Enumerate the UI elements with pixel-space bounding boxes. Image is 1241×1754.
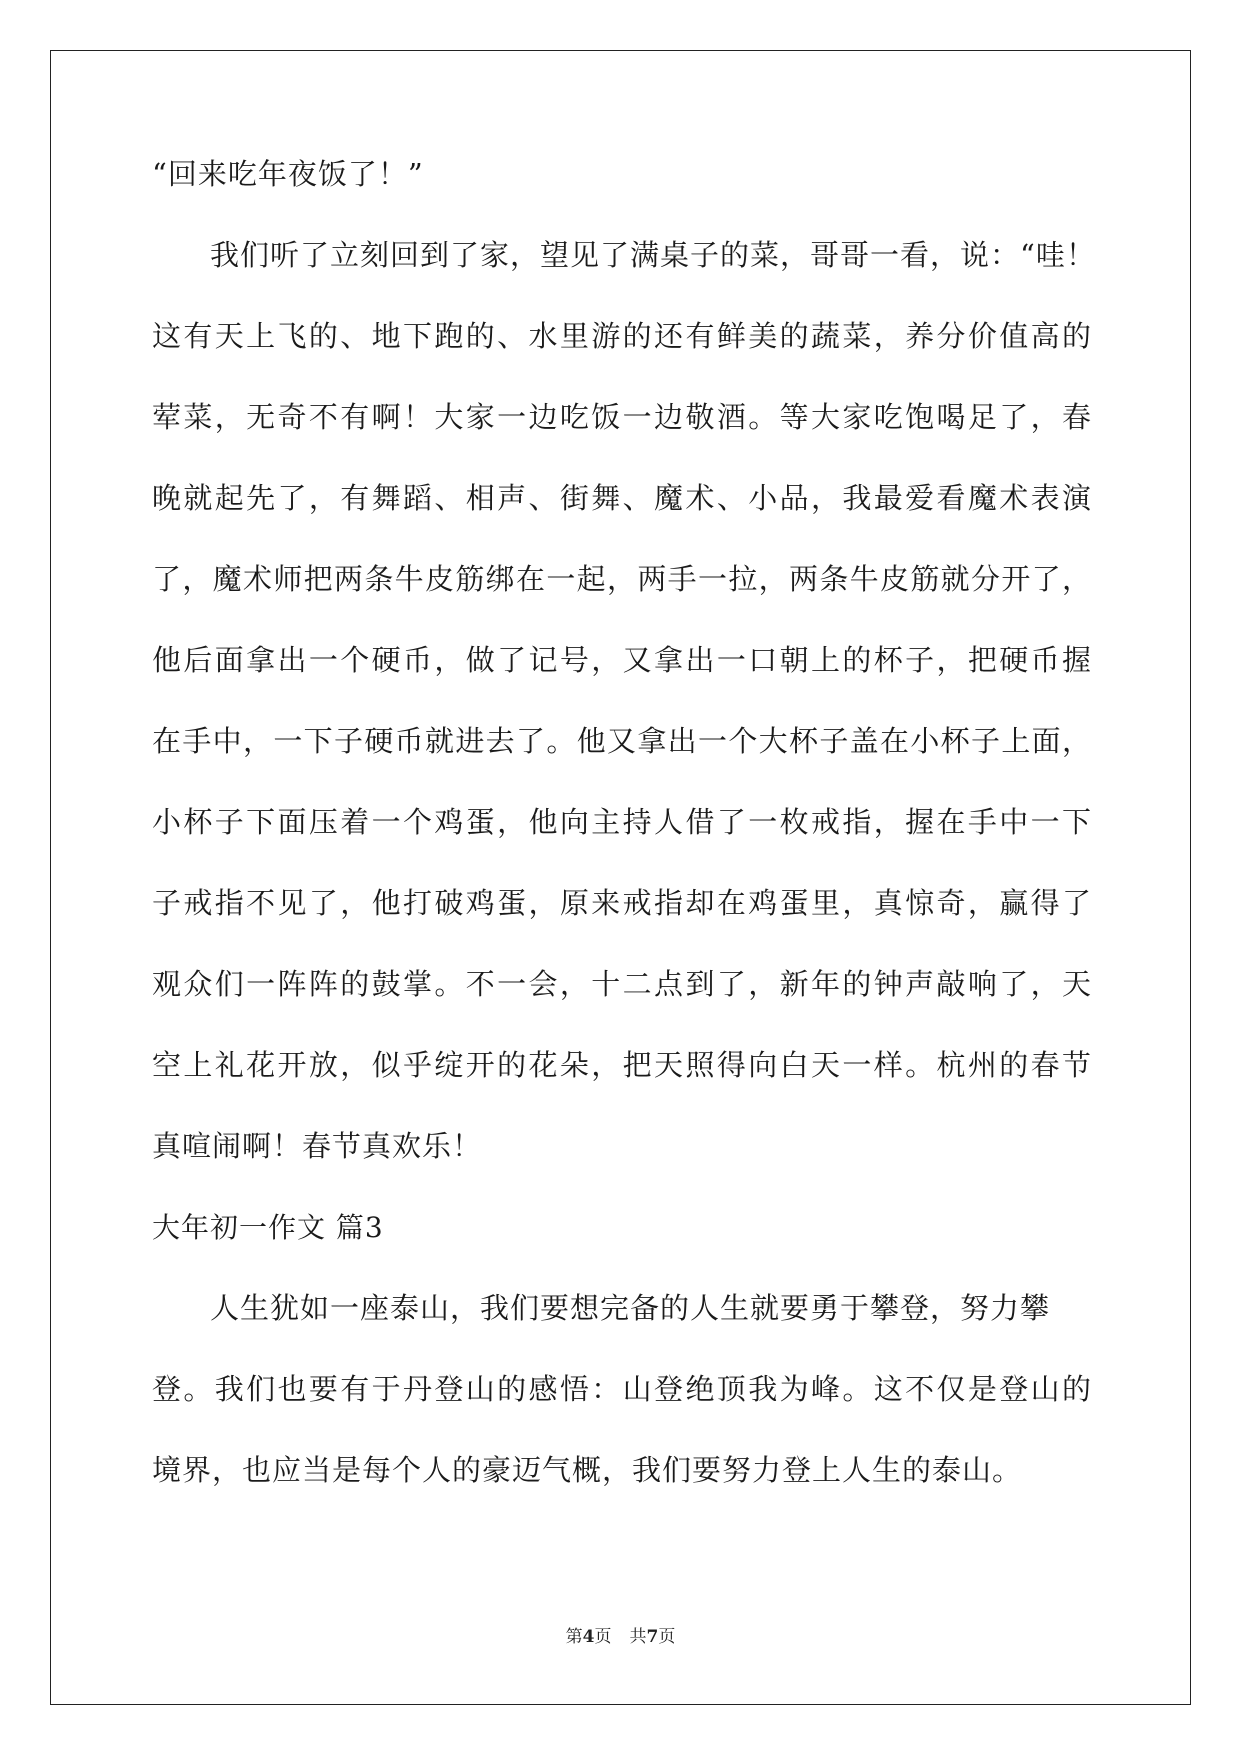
paragraph-line: 观众们一阵阵的鼓掌。不一会，十二点到了，新年的钟声敲响了，天: [152, 967, 1092, 1001]
paragraph-line: 在手中，一下子硬币就进去了。他又拿出一个大杯子盖在小杯子上面，: [152, 724, 1092, 758]
paragraph-line: 荤菜，无奇不有啊！大家一边吃饭一边敬酒。等大家吃饱喝足了，春: [152, 400, 1092, 434]
dialogue-line: “回来吃年夜饭了！”: [152, 157, 424, 191]
page-prefix: 第: [565, 1627, 583, 1647]
document-body: [152, 157, 1096, 1537]
section-heading: 大年初一作文 篇3: [152, 1211, 384, 1244]
page-suffix: 页: [594, 1627, 612, 1647]
paragraph-line: 了，魔术师把两条牛皮筋绑在一起，两手一拉，两条牛皮筋就分开了，: [152, 562, 1092, 596]
paragraph-line: 这有天上飞的、地下跑的、水里游的还有鲜美的蔬菜，养分价值高的: [152, 319, 1092, 353]
page-footer: [0, 1622, 1241, 1647]
paragraph-line: 真喧闹啊！春节真欢乐！: [152, 1129, 483, 1163]
paragraph-line: 空上礼花开放，似乎绽开的花朵，把天照得向白天一样。杭州的春节: [152, 1048, 1092, 1082]
paragraph-line: 我们听了立刻回到了家，望见了满桌子的菜，哥哥一看，说：“哇！: [210, 238, 1096, 272]
total-page-number: 7: [646, 1627, 659, 1647]
paragraph-line: 晚就起先了，有舞蹈、相声、街舞、魔术、小品，我最爱看魔术表演: [152, 481, 1092, 515]
paragraph-line: 小杯子下面压着一个鸡蛋，他向主持人借了一枚戒指，握在手中一下: [152, 805, 1092, 839]
paragraph-line: 子戒指不见了，他打破鸡蛋，原来戒指却在鸡蛋里，真惊奇，赢得了: [152, 886, 1092, 920]
total-prefix: 共: [629, 1627, 647, 1647]
paragraph-line: 境界，也应当是每个人的豪迈气概，我们要努力登上人生的泰山。: [152, 1453, 1023, 1487]
paragraph-line: 他后面拿出一个硬币，做了记号，又拿出一口朝上的杯子，把硬币握: [152, 643, 1092, 677]
current-page-number: 4: [582, 1627, 595, 1647]
paragraph-line: 登。我们也要有于丹登山的感悟：山登绝顶我为峰。这不仅是登山的: [152, 1372, 1092, 1406]
paragraph-line: 人生犹如一座泰山，我们要想完备的人生就要勇于攀登，努力攀: [210, 1291, 1051, 1325]
total-suffix: 页: [658, 1627, 676, 1647]
